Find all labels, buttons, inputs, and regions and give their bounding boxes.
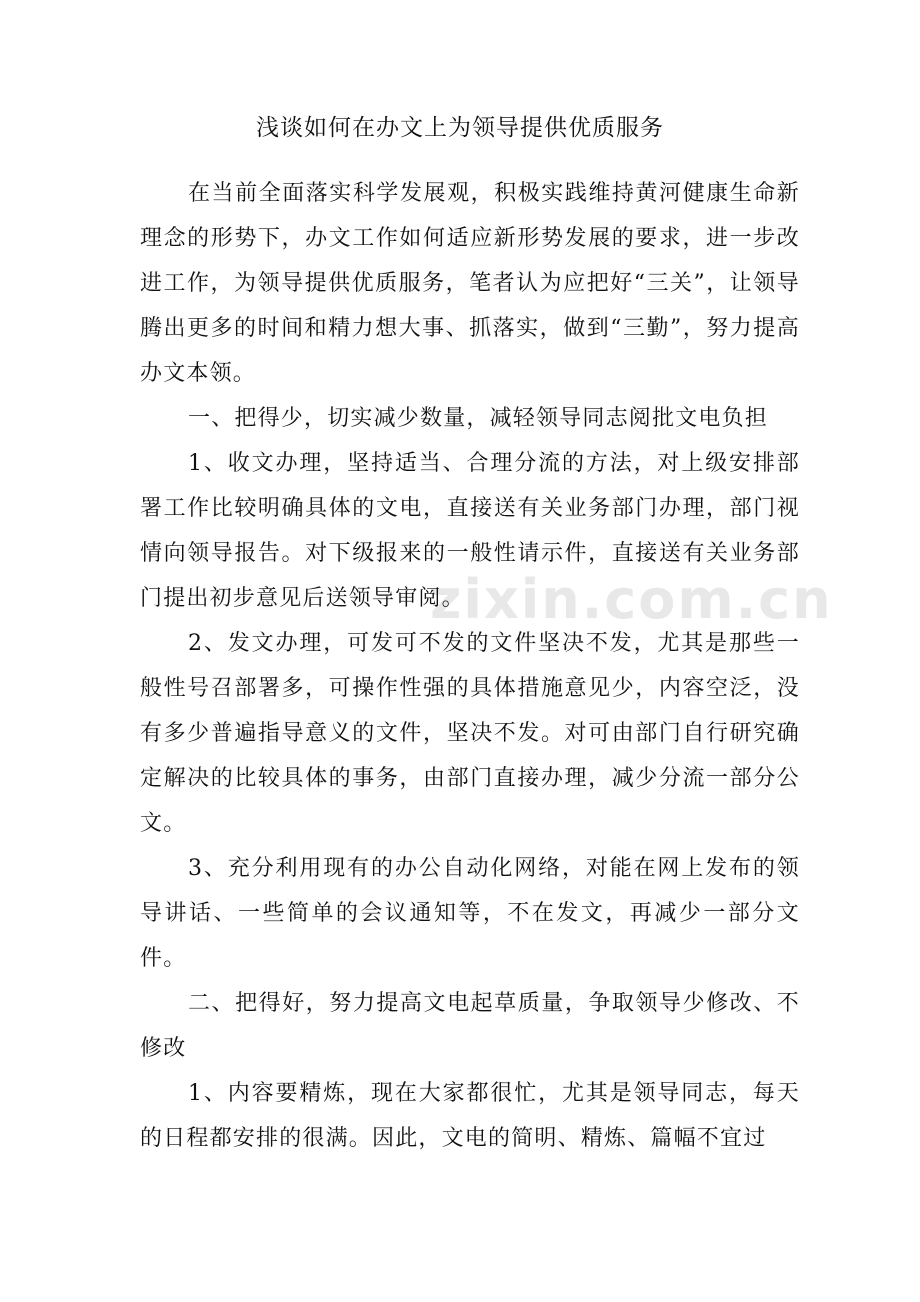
document-body bbox=[140, 171, 800, 1161]
paragraph-1-2: 2、发文办理，可发可不发的文件坚决不发，尤其是那些一般性号召部署多，可操作性强的具体措施意见少，内容空泛，没有多少普遍指导意义的文件，坚决不发。对可由部门自行研究确定解决的比较具体的事务，由部门直接办理，减少分流一部分公文。 bbox=[140, 631, 800, 836]
section-heading-1: 一、把得少，切实减少数量，减轻领导同志阅批文电负担 bbox=[188, 406, 769, 431]
paragraph-1-1: 1、收文办理，坚持适当、合理分流的方法，对上级安排部署工作比较明确具体的文电，直接送有关业务部门办理，部门视情向领导报告。对下级报来的一般性请示件，直接送有关业务部门提出初步意见后送领导审阅。 bbox=[140, 451, 800, 611]
document-title: 浅谈如何在办文上为领导提供优质服务 bbox=[256, 115, 664, 141]
paragraph-1-3: 3、充分利用现有的办公自动化网络，对能在网上发布的领导讲话、一些简单的会议通知等，不在发文，再减少一部分文件。 bbox=[140, 856, 800, 971]
paragraph-intro: 在当前全面落实科学发展观，积极实践维持黄河健康生命新理念的形势下，办文工作如何适应新形势发展的要求，进一步改进工作，为领导提供优质服务，笔者认为应把好“三关”，让领导腾出更多的时间和精力想大事、抓落实，做到“三勤”，努力提高办文本领。 bbox=[140, 181, 800, 386]
paragraph-2-1: 1、内容要精炼，现在大家都很忙，尤其是领导同志，每天的日程都安排的很满。因此，文电的简明、精炼、篇幅不宜过 bbox=[140, 1081, 800, 1151]
watermark: zixin.com.cn bbox=[430, 568, 833, 631]
section-heading-2: 二、把得好，努力提高文电起草质量，争取领导少修改、不修改 bbox=[140, 991, 800, 1061]
